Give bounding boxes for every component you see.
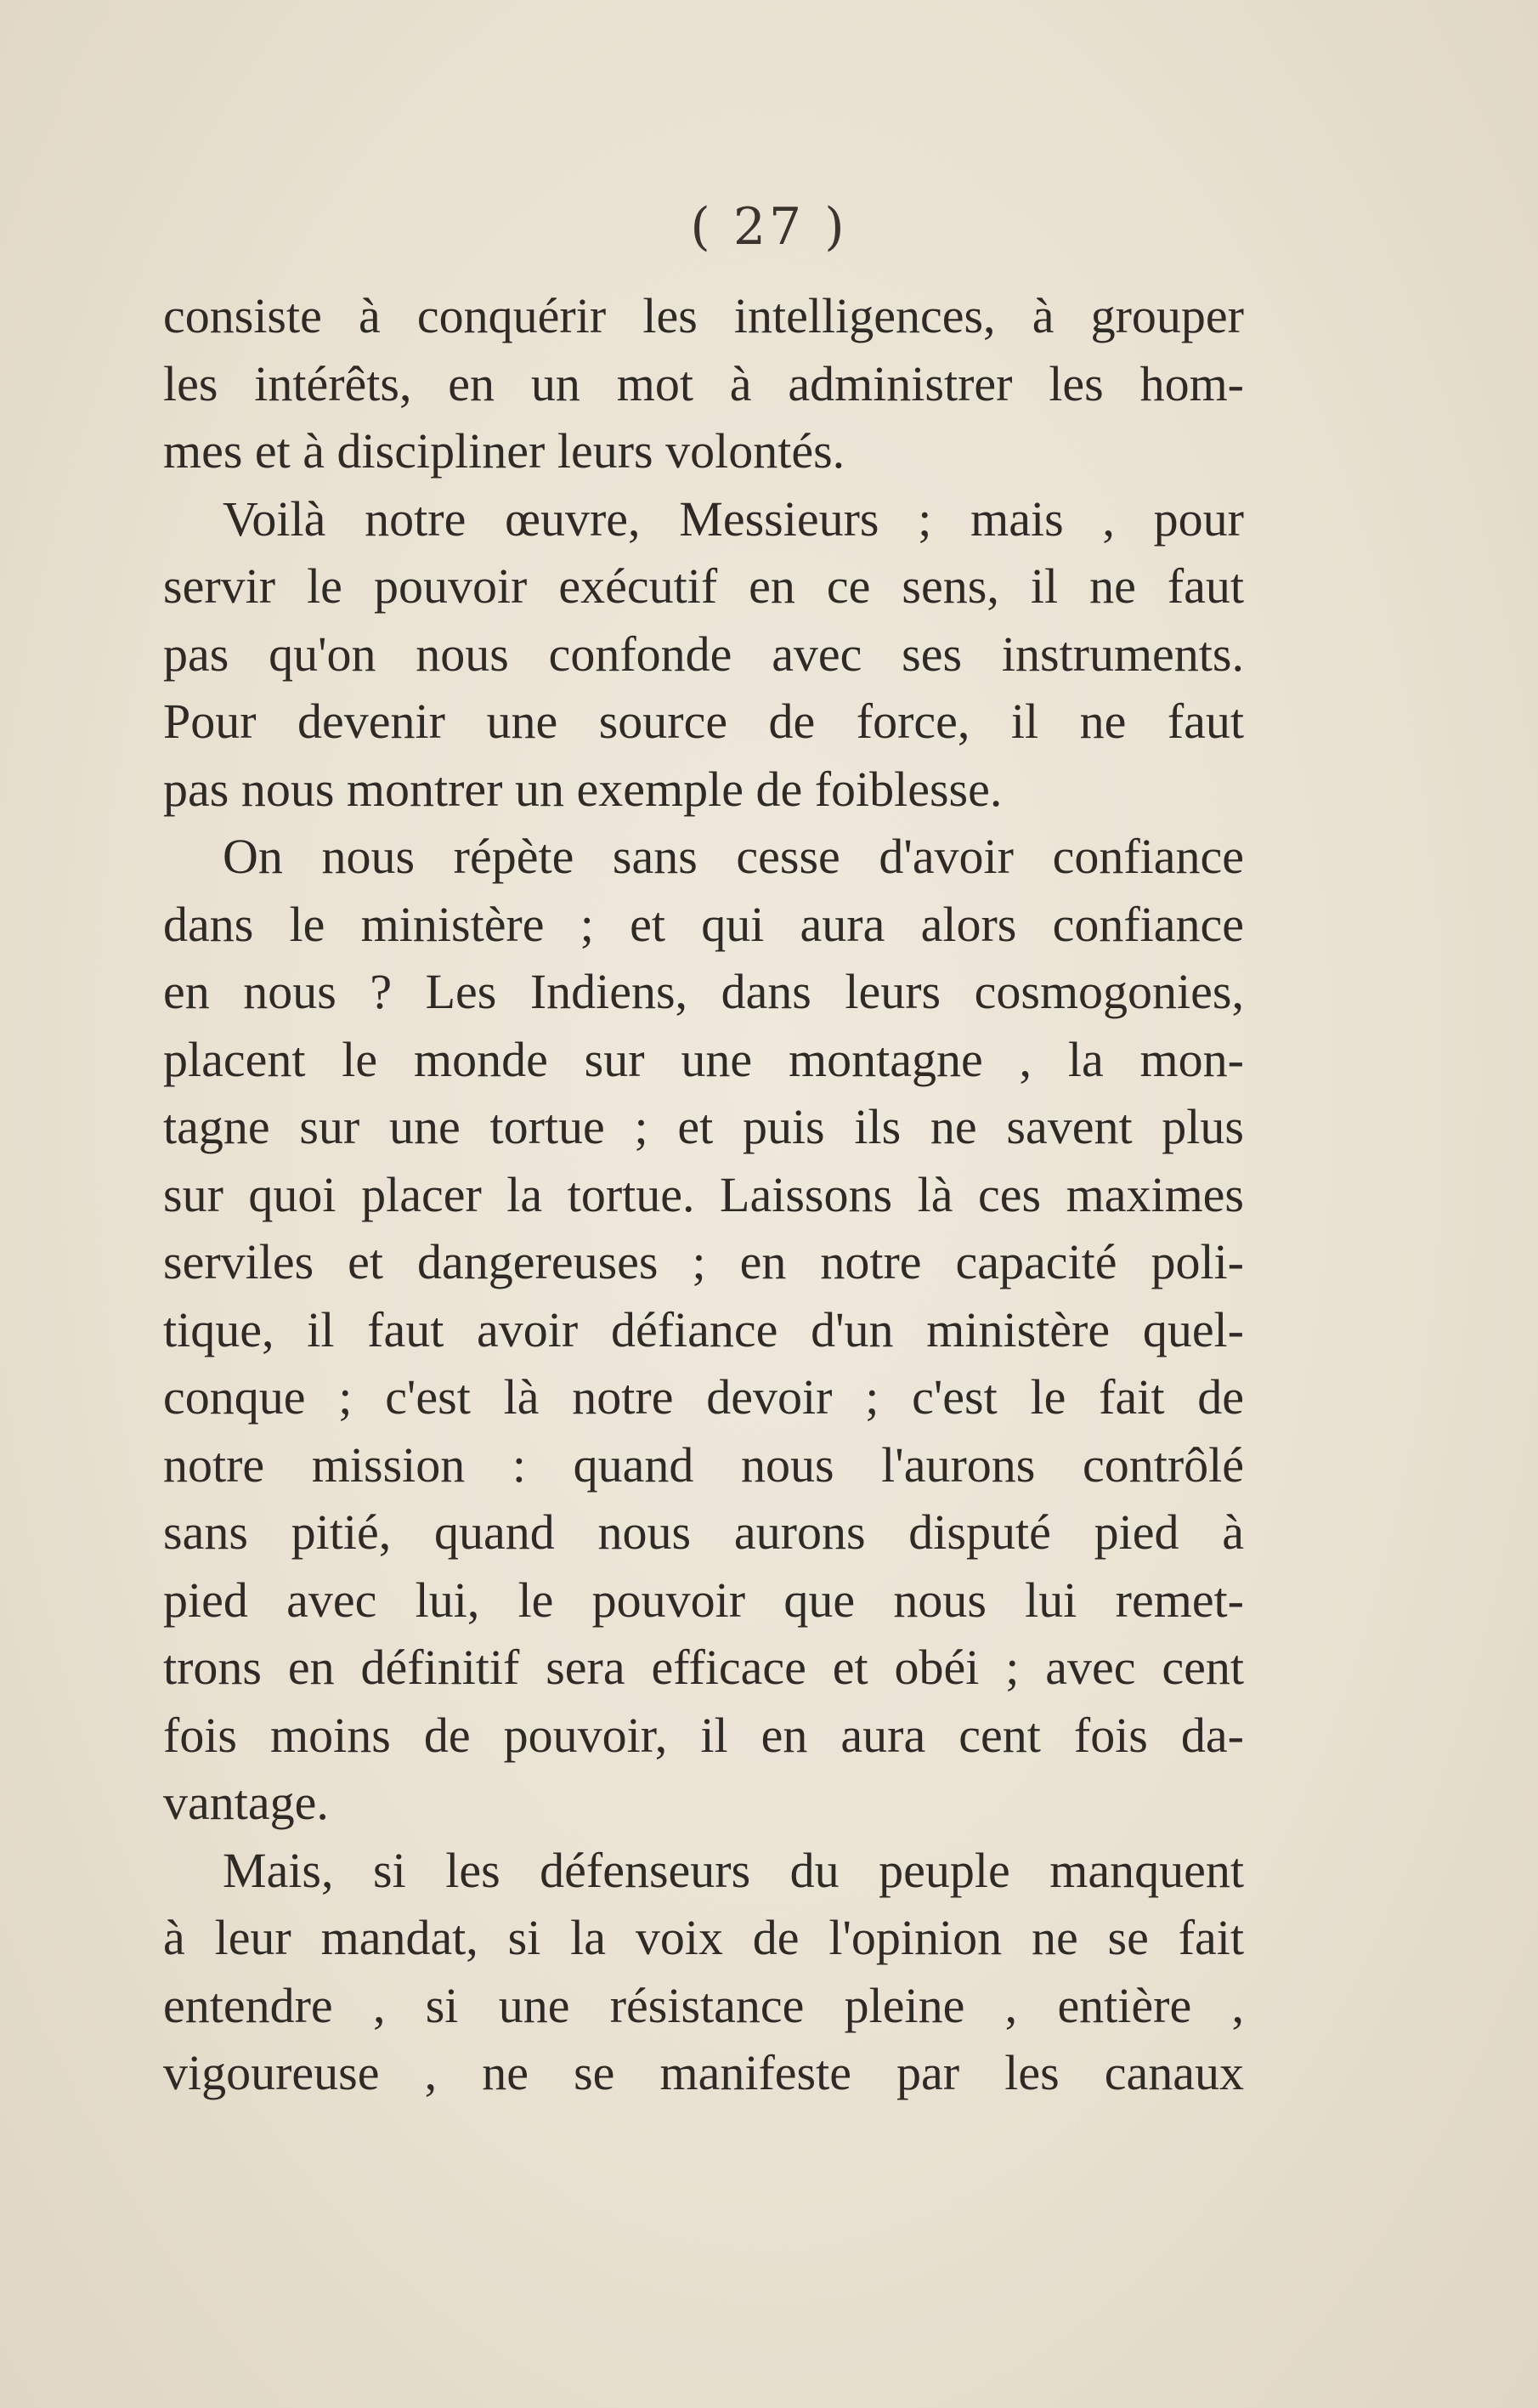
text-line: les intérêts, en un mot à administrer les hom- <box>163 355 1244 411</box>
text-line: Pour devenir une source de force, il ne faut <box>163 694 1244 749</box>
text-line: tique, il faut avoir défiance d'un ministère quel- <box>163 1301 1244 1357</box>
text-line: notre mission : quand nous l'aurons contrôlé <box>163 1436 1244 1493</box>
text-line: mes et à discipliner leurs volontés. <box>163 423 845 479</box>
text-line: pas qu'on nous confonde avec ses instruments. <box>163 626 1244 682</box>
text-line: trons en définitif sera efficace et obéi ; avec cent <box>163 1640 1244 1695</box>
text-line: vigoureuse , ne se manifeste par les canaux <box>163 2045 1244 2100</box>
body-text <box>163 282 1244 2107</box>
text-line: pied avec lui, le pouvoir que nous lui remet- <box>163 1572 1244 1628</box>
text-line: conque ; c'est là notre devoir ; c'est le fait de <box>163 1369 1244 1425</box>
text-line: à leur mandat, si la voix de l'opinion ne se fait <box>163 1910 1244 1965</box>
text-line: servir le pouvoir exécutif en ce sens, il ne faut <box>163 558 1244 614</box>
text-line: pas nous montrer un exemple de foiblesse. <box>163 761 1003 817</box>
text-line: dans le ministère ; et qui aura alors confiance <box>163 896 1244 952</box>
text-line: Mais, si les défenseurs du peuple manquent <box>223 1842 1244 1898</box>
text-line: On nous répète sans cesse d'avoir confiance <box>223 829 1244 884</box>
text-line: entendre , si une résistance pleine , entière , <box>163 1977 1244 2033</box>
text-line: vantage. <box>163 1775 329 1830</box>
page-number: ( 27 ) <box>690 197 848 257</box>
text-line: placent le monde sur une montagne , la mon- <box>163 1031 1244 1087</box>
text-line: fois moins de pouvoir, il en aura cent fois da- <box>163 1707 1244 1763</box>
text-line: Voilà notre œuvre, Messieurs ; mais , pour <box>223 490 1244 547</box>
text-line: serviles et dangereuses ; en notre capacité poli- <box>163 1234 1244 1289</box>
text-line: consiste à conquérir les intelligences, à grouper <box>163 288 1244 343</box>
text-line: en nous ? Les Indiens, dans leurs cosmogonies, <box>163 964 1244 1019</box>
text-line: tagne sur une tortue ; et puis ils ne savent plus <box>163 1099 1244 1154</box>
text-line: sur quoi placer la tortue. Laissons là ces maximes <box>163 1166 1244 1222</box>
text-line: sans pitié, quand nous aurons disputé pied à <box>163 1504 1244 1560</box>
